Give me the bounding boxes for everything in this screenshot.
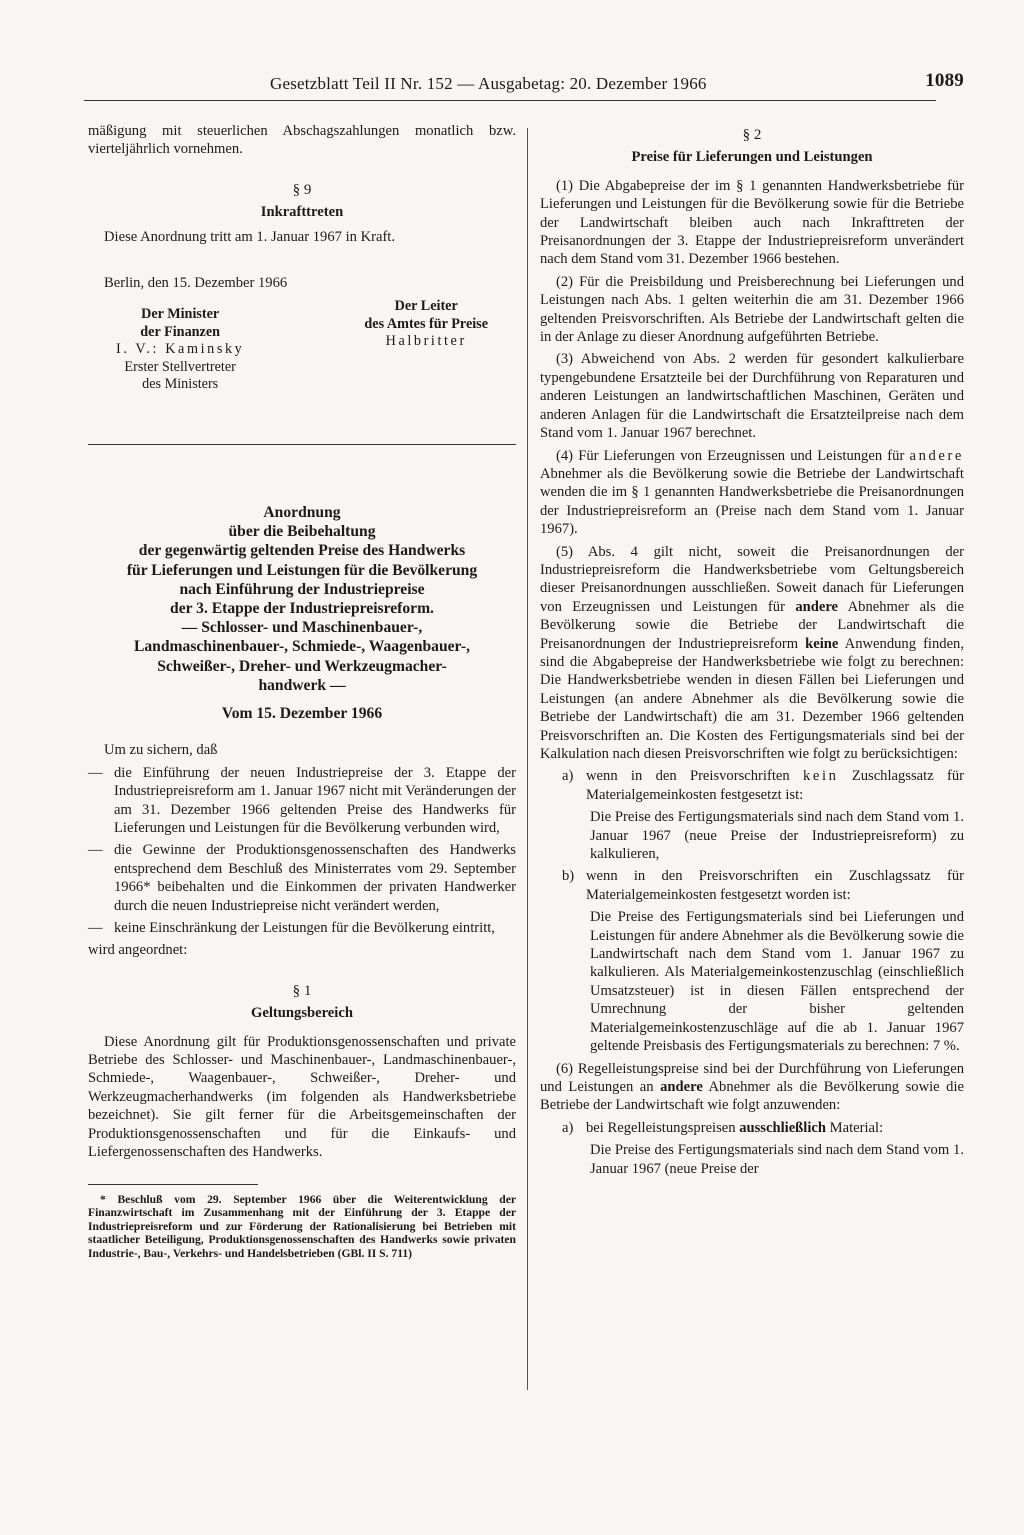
section-2-para-6 <box>540 1060 964 1115</box>
item-label: a) <box>562 1119 574 1136</box>
signature-price-office <box>364 298 488 394</box>
item-text: bei Regelleistungspreisen <box>586 1119 736 1136</box>
item-6a-body: Die Preise des Fertigungsmaterials sind nach dem Stand vom 1. Januar 1967 (neue Preise der <box>590 1142 964 1177</box>
decree-text: wird angeordnet: <box>88 942 188 959</box>
para-text: Abnehmer als die Bevölkerung sowie die Betriebe der Landwirtschaft wenden die im § 1 genannten Handwerksbetriebe die Preisanordnungen der Industriepreisreform an (Preise nach dem Stand vom 1. Januar 1967). <box>540 465 964 538</box>
header-title: Gesetzblatt Teil II Nr. 152 — Ausgabetag: 20. Dezember 1966 <box>270 74 707 93</box>
signature-role: Der Leiter <box>394 298 458 315</box>
ordinance-title-line: Landmaschinenbauer-, Schmiede-, Waagenbauer-, <box>133 638 470 656</box>
intro-text: Um zu sichern, daß <box>104 742 218 759</box>
item-b <box>540 867 964 904</box>
list-item <box>88 841 516 915</box>
section-1-title: Geltungsbereich <box>251 1005 353 1022</box>
para-emphasis: andere <box>909 447 964 464</box>
section-2-para-3: (3) Abweichend von Abs. 2 werden für gesondert kalkulierbare typengebundene Ersatzteile bei der Durchführung von Reparaturen und anderen Leistungen an landwirtschaftlichen Maschinen, Geräten und anderen Anlagen für die Landwirtschaft die Ersatzteilpreise nach dem Stand vom 1. Januar 1967 berechnet. <box>540 351 964 442</box>
para-text: Abnehmer als die Bevölkerung sowie die Betriebe der Landwirtschaft die Preisanordnungen der Industriepreisreform <box>540 598 964 652</box>
place-date: Berlin, den 15. Dezember 1966 <box>104 275 288 292</box>
signature-role: der Finanzen <box>140 323 221 340</box>
section-9-symbol: § 9 <box>292 181 312 198</box>
ordinance-title-line: der gegenwärtig geltenden Preise des Handwerks <box>138 542 466 560</box>
list-item-text: keine Einschränkung der Leistungen für die Bevölkerung eintritt, <box>114 920 495 937</box>
item-6a <box>540 1119 964 1137</box>
item-a <box>540 767 964 804</box>
para-label: (6) <box>556 1060 574 1077</box>
signature-role: Der Minister <box>141 306 220 323</box>
list-item-text: die Einführung der neuen Industriepreise der 3. Etappe der Industriepreisreform am 1. Januar 1967 nicht mit Veränderungen der am 31. Dezember 1966 geltenden Preise des Handwerks für Lieferungen und Leistungen für die Bevölkerung verbunden wird, <box>114 764 516 836</box>
para-emphasis: keine <box>805 635 839 652</box>
para-emphasis: andere <box>660 1078 703 1095</box>
dash-bullet: — <box>88 920 103 937</box>
section-2-para-4 <box>540 447 964 539</box>
para-text: Anwendung finden, sind die Abgabepreise der Handwerksbetriebe wie folgt zu berechnen: Die Handwerksbetriebe wenden in diesen Fällen bei Lieferungen und Leistungen (an andere Abnehmer als die Bevölkerung sowie die Betriebe der Landwirtschaft) die am 31. Dezember 1966 geltenden Preisvorschriften an. Die Kosten des Fertigungsmaterials sind bei der Kalkulation nach diesen Preisvorschriften wie folgt zu berücksichtigen: <box>540 635 965 762</box>
preamble-list <box>88 764 516 938</box>
footnote: * Beschluß vom 29. September 1966 über die Weiterentwicklung der Finanzwirtschaft im Zusammenhang mit der Einführung der 3. Etappe der Industriepreisreform und zur Förderung der Rationalisierung bei Betrieben mit staatlicher Beteiligung, Produktionsgenossenschaften des Handwerks sowie privaten Industrie-, Bau-, Verkehrs- und Handelsbetrieben (GBl. II S. 711) <box>88 1192 516 1260</box>
list-item-text: die Gewinne der Produktionsgenossenschaften des Handwerks entsprechend dem Beschluß des Ministerrates vom 29. September 1966* beibehalten und die Einkommen der privaten Handwerker durch die neuen Industriepreise nicht verändert werden, <box>114 842 516 914</box>
section-2-symbol: § 2 <box>742 127 762 143</box>
ordinance-title-line: nach Einführung der Industriepreise <box>179 580 425 598</box>
list-item <box>88 764 516 838</box>
item-b-body: Die Preise des Fertigungsmaterials sind bei Lieferungen und Leistungen für andere Abnehmer als die Bevölkerung sowie die Landwirtschaft nach dem Stand vom 1. Januar 1967 zu kalkulieren. Als Materialgemeinkostenzuschlag (einschließlich Umsatzsteuer) ist in diesen Fällen entsprechend der Umrechnung der bisher geltenden Materialgemeinkostenzuschläge auf die ab 1. Januar 1967 geltende Preisbasis des Fertigungsmaterials zu berechnen: 7 %. <box>590 909 964 1055</box>
section-9-text: Diese Anordnung tritt am 1. Januar 1967 in Kraft. <box>104 228 396 245</box>
ordinance-title-line: der 3. Etappe der Industriepreisreform. <box>170 599 434 617</box>
right-column <box>540 122 964 1178</box>
item-emphasis: ausschließlich <box>739 1119 826 1136</box>
page-number: 1089 <box>925 70 964 91</box>
ordinance-title-line: — Schlosser- und Maschinenbauer-, <box>181 619 423 637</box>
footnote-rule <box>88 1184 258 1185</box>
section-2-para-2: (2) Für die Preisbildung und Preisberechnung bei Lieferungen und Leistungen nach Abs. 1 gelten weiterhin die am 31. Dezember 1966 geltenden Preisvorschriften. Als Betriebe der Landwirtschaft gelten die in der Anlage zu dieser Anordnung aufgeführten Betriebe. <box>540 273 964 346</box>
item-a-body: Die Preise des Fertigungsmaterials sind nach dem Stand vom 1. Januar 1967 (neue Preise der Industriepreisreform) zu kalkulieren, <box>590 809 964 863</box>
dash-bullet: — <box>88 842 103 859</box>
left-column <box>88 122 516 1260</box>
item-emphasis: kein <box>802 768 839 785</box>
para-text: (5) Abs. 4 gilt nicht, soweit die Preisanordnungen der Industriepreisreform die Handwerksbetriebe vom Geltungsbereich dieser Preisanordnungen ausschließen. Soweit danach für Lieferungen von Erzeugnissen und Leistungen für <box>540 543 964 615</box>
signature-name: Halbritter <box>385 333 467 350</box>
section-1-text: Diese Anordnung gilt für Produktionsgenossenschaften und private Betriebe des Schlosser- und Maschinenbauer-, Landmaschinenbauer-, Schmiede-, Waagenbauer-, Schweißer-, Dreher- und Werkzeugmacherhandwerks (im folgenden als Handwerksbetriebe bezeichnet). Sie gilt ferner für die Arbeitsgemeinschaften der Produktionsgenossenschaften und für die Einkaufs- und Liefergenossenschaften des Handwerks. <box>88 1033 516 1161</box>
signature-title: des Ministers <box>142 376 219 393</box>
item-text: wenn in den Preisvorschriften ein Zuschlagssatz für Materialgemeinkosten festgesetzt worden ist: <box>586 868 964 903</box>
dash-bullet: — <box>88 764 103 781</box>
signature-name: I. V.: Kaminsky <box>116 341 245 358</box>
ordinance-title-line: über die Beibehaltung <box>228 523 376 541</box>
item-text: Material: <box>829 1119 884 1136</box>
item-label: b) <box>562 868 575 885</box>
section-separator <box>88 444 516 445</box>
para-text: Abnehmer als die Bevölkerung sowie die Betriebe der Landwirtschaft wie folgt anzuwenden: <box>540 1078 965 1114</box>
item-text: Zuschlagssatz für Materialgemeinkosten festgesetzt ist: <box>586 768 964 803</box>
ordinance-title-line: handwerk — <box>258 676 346 694</box>
signature-block <box>88 298 516 394</box>
signature-title: Erster Stellvertreter <box>124 358 236 375</box>
ordinance-title <box>88 503 516 695</box>
item-text: wenn in den Preisvorschriften <box>586 768 790 785</box>
para-text: (4) Für Lieferungen von Erzeugnissen und Leistungen für <box>556 447 905 464</box>
signature-minister <box>116 306 244 394</box>
ordinance-date: Vom 15. Dezember 1966 <box>221 704 383 722</box>
continued-text: mäßigung mit steuerlichen Abschagszahlungen monatlich bzw. vierteljährlich vornehmen. <box>88 123 516 158</box>
ordinance-title-line: für Lieferungen und Leistungen für die Bevölkerung <box>126 561 478 579</box>
para-emphasis: andere <box>795 598 839 615</box>
section-9-title: Inkrafttreten <box>260 204 344 221</box>
item-label: a) <box>562 768 574 785</box>
section-1-symbol: § 1 <box>292 982 312 999</box>
column-divider <box>527 128 528 1390</box>
section-2-para-5 <box>540 543 964 764</box>
ordinance-title-line: Anordnung <box>263 503 341 521</box>
signature-role: des Amtes für Preise <box>364 315 488 332</box>
list-item <box>88 919 516 937</box>
ordinance-title-line: Schweißer-, Dreher- und Werkzeugmacher- <box>157 657 447 675</box>
section-2-para-1: (1) Die Abgabepreise der im § 1 genannten Handwerksbetriebe für Lieferungen und Leistungen für die Bevölkerung sowie für die Betriebe der Landwirtschaft bleiben auch nach Inkrafttreten der Preisanordnungen der 3. Etappe der Industriepreisreform unverändert nach dem Stand vom 31. Dezember 1966 bestehen. <box>540 177 964 268</box>
section-2-title: Preise für Lieferungen und Leistungen <box>631 149 873 166</box>
para-text: Regelleistungspreise sind bei der Durchführung von Lieferungen und Leistungen an <box>540 1060 964 1095</box>
header-rule <box>84 100 936 101</box>
